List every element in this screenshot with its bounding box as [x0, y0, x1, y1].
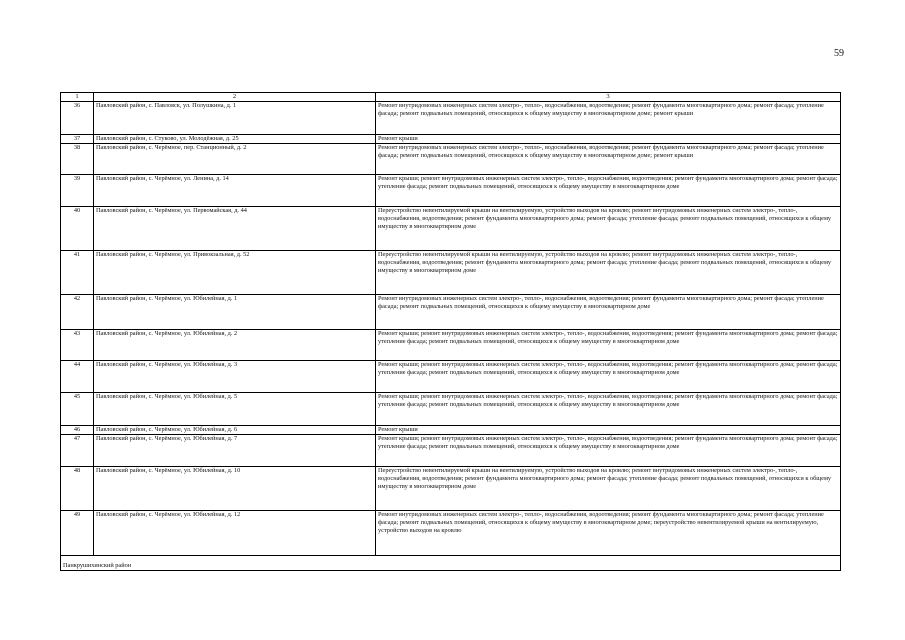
row-address: Павловский район, с. Черёмное, ул. Юбилейная, д. 2 [94, 330, 376, 361]
row-address: Павловский район, с. Черёмное, ул. Юбилейная, д. 1 [94, 295, 376, 330]
district-row [61, 556, 841, 571]
row-work-types: Ремонт внутридомовых инженерных систем электро-, тепло-, водоснабжения, водоотведения; ремонт фундамента многоквартирного дома; ремонт фасада; утепление фасада; ремонт подвальных помещений, относящихся к общему имуществу в многоквартирном доме; ремонт крыши [376, 144, 841, 175]
row-address: Павловский район, с. Черёмное, пер. Станционный, д. 2 [94, 144, 376, 175]
table-row [61, 426, 841, 435]
row-work-types: Ремонт крыши; ремонт внутридомовых инженерных систем электро-, тепло-, водоснабжения, водоотведения; ремонт фундамента многоквартирного дома; ремонт фасада; утепление фасада; ремонт подвальных помещений, относящихся к общему имуществу в многоквартирном доме [376, 435, 841, 467]
row-work-types: Переустройство невентилируемой крыши на вентилируемую, устройство выходов на кровлю; ремонт внутридомовых инженерных систем электро-, тепло-, водоснабжения, водоотведения; ремонт фундамента многоквартирного дома; ремонт фасада; утепление фасада; ремонт подвальных помещений, относящихся к общему имуществу в многоквартирном доме [376, 207, 841, 251]
table-row [61, 144, 841, 175]
row-number: 48 [61, 467, 94, 511]
row-work-types: Ремонт крыши; ремонт внутридомовых инженерных систем электро-, тепло-, водоснабжения, водоотведения; ремонт фундамента многоквартирного дома; ремонт фасада; утепление фасада; ремонт подвальных помещений, относящихся к общему имуществу в многоквартирном доме [376, 361, 841, 393]
row-address: Павловский район, с. Черёмное, ул. Юбилейная, д. 12 [94, 511, 376, 556]
row-work-types: Ремонт внутридомовых инженерных систем электро-, тепло-, водоснабжения, водоотведения; ремонт фундамента многоквартирного дома; ремонт фасада; утепление фасада; ремонт подвальных помещений, относящихся к общему имуществу в многоквартирном доме [376, 295, 841, 330]
table-row [61, 295, 841, 330]
table-row [61, 467, 841, 511]
row-number: 43 [61, 330, 94, 361]
table-row [61, 393, 841, 426]
row-address: Павловский район, с. Черёмное, ул. Юбилейная, д. 5 [94, 393, 376, 426]
row-address: Павловский район, с. Черёмное, ул. Юбилейная, д. 6 [94, 426, 376, 435]
row-work-types: Переустройство невентилируемой крыши на вентилируемую, устройство выходов на кровлю; ремонт внутридомовых инженерных систем электро-, тепло-, водоснабжения, водоотведения; ремонт фундамента многоквартирного дома; ремонт фасада; утепление фасада; ремонт подвальных помещений, относящихся к общему имуществу в многоквартирном доме [376, 467, 841, 511]
row-address: Павловский район, с. Черёмное, ул. Ленина, д. 14 [94, 175, 376, 207]
row-work-types: Ремонт крыши [376, 135, 841, 144]
row-number: 40 [61, 207, 94, 251]
row-address: Павловский район, с. Черёмное, ул. Первомайская, д. 44 [94, 207, 376, 251]
row-number: 47 [61, 435, 94, 467]
table-row [61, 135, 841, 144]
table-row [61, 511, 841, 556]
table-row [61, 207, 841, 251]
table-row [61, 102, 841, 135]
row-number: 42 [61, 295, 94, 330]
row-address: Павловский район, с. Черёмное, ул. Юбилейная, д. 7 [94, 435, 376, 467]
row-work-types: Ремонт внутридомовых инженерных систем электро-, тепло-, водоснабжения, водоотведения; ремонт фундамента многоквартирного дома; ремонт фасада; утепление фасада; ремонт подвальных помещений, относящихся к общему имуществу в многоквартирном доме; переустройство невентилируемой крыши на вентилируемую, устройство выходов на кровлю [376, 511, 841, 556]
row-address: Павловский район, с. Черёмное, ул. Юбилейная, д. 10 [94, 467, 376, 511]
table-row [61, 330, 841, 361]
table-row [61, 361, 841, 393]
header-col-2: 2 [94, 93, 376, 102]
row-number: 41 [61, 251, 94, 295]
row-number: 49 [61, 511, 94, 556]
row-work-types: Ремонт крыши; ремонт внутридомовых инженерных систем электро-, тепло-, водоснабжения, водоотведения; ремонт фундамента многоквартирного дома; ремонт фасада; утепление фасада; ремонт подвальных помещений, относящихся к общему имуществу в многоквартирном доме [376, 330, 841, 361]
row-work-types: Ремонт внутридомовых инженерных систем электро-, тепло-, водоснабжения, водоотведения; ремонт фундамента многоквартирного дома; ремонт фасада; утепление фасада; ремонт подвальных помещений, относящихся к общему имуществу в многоквартирном доме; ремонт крыши [376, 102, 841, 135]
row-number: 38 [61, 144, 94, 175]
row-work-types: Ремонт крыши; ремонт внутридомовых инженерных систем электро-, тепло-, водоснабжения, водоотведения; ремонт фундамента многоквартирного дома; ремонт фасада; утепление фасада; ремонт подвальных помещений, относящихся к общему имуществу в многоквартирном доме [376, 393, 841, 426]
table-row [61, 251, 841, 295]
header-row [61, 93, 841, 102]
row-work-types: Переустройство невентилируемой крыши на вентилируемую, устройство выходов на кровлю; ремонт внутридомовых инженерных систем электро-, тепло-, водоснабжения, водоотведения; ремонт фундамента многоквартирного дома; ремонт фасада; утепление фасада; ремонт подвальных помещений, относящихся к общему имуществу в многоквартирном доме [376, 251, 841, 295]
table-row [61, 435, 841, 467]
row-address: Павловский район, с. Павловск, ул. Полушкина, д. 1 [94, 102, 376, 135]
row-address: Павловский район, с. Черёмное, ул. Привокзальная, д. 52 [94, 251, 376, 295]
header-col-1: 1 [61, 93, 94, 102]
row-number: 39 [61, 175, 94, 207]
row-number: 45 [61, 393, 94, 426]
table-row [61, 175, 841, 207]
row-number: 36 [61, 102, 94, 135]
page-number: 59 [834, 48, 844, 59]
district-name: Панкрушихинский район [61, 556, 841, 571]
row-number: 37 [61, 135, 94, 144]
row-address: Павловский район, с. Стуково, ул. Молодёжная, д. 25 [94, 135, 376, 144]
row-number: 46 [61, 426, 94, 435]
row-number: 44 [61, 361, 94, 393]
row-address: Павловский район, с. Черёмное, ул. Юбилейная, д. 3 [94, 361, 376, 393]
row-work-types: Ремонт крыши; ремонт внутридомовых инженерных систем электро-, тепло-, водоснабжения, водоотведения; ремонт фундамента многоквартирного дома; ремонт фасада; утепление фасада; ремонт подвальных помещений, относящихся к общему имуществу в многоквартирном доме [376, 175, 841, 207]
row-work-types: Ремонт крыши [376, 426, 841, 435]
housing-repair-table [60, 92, 841, 571]
header-col-3: 3 [376, 93, 841, 102]
